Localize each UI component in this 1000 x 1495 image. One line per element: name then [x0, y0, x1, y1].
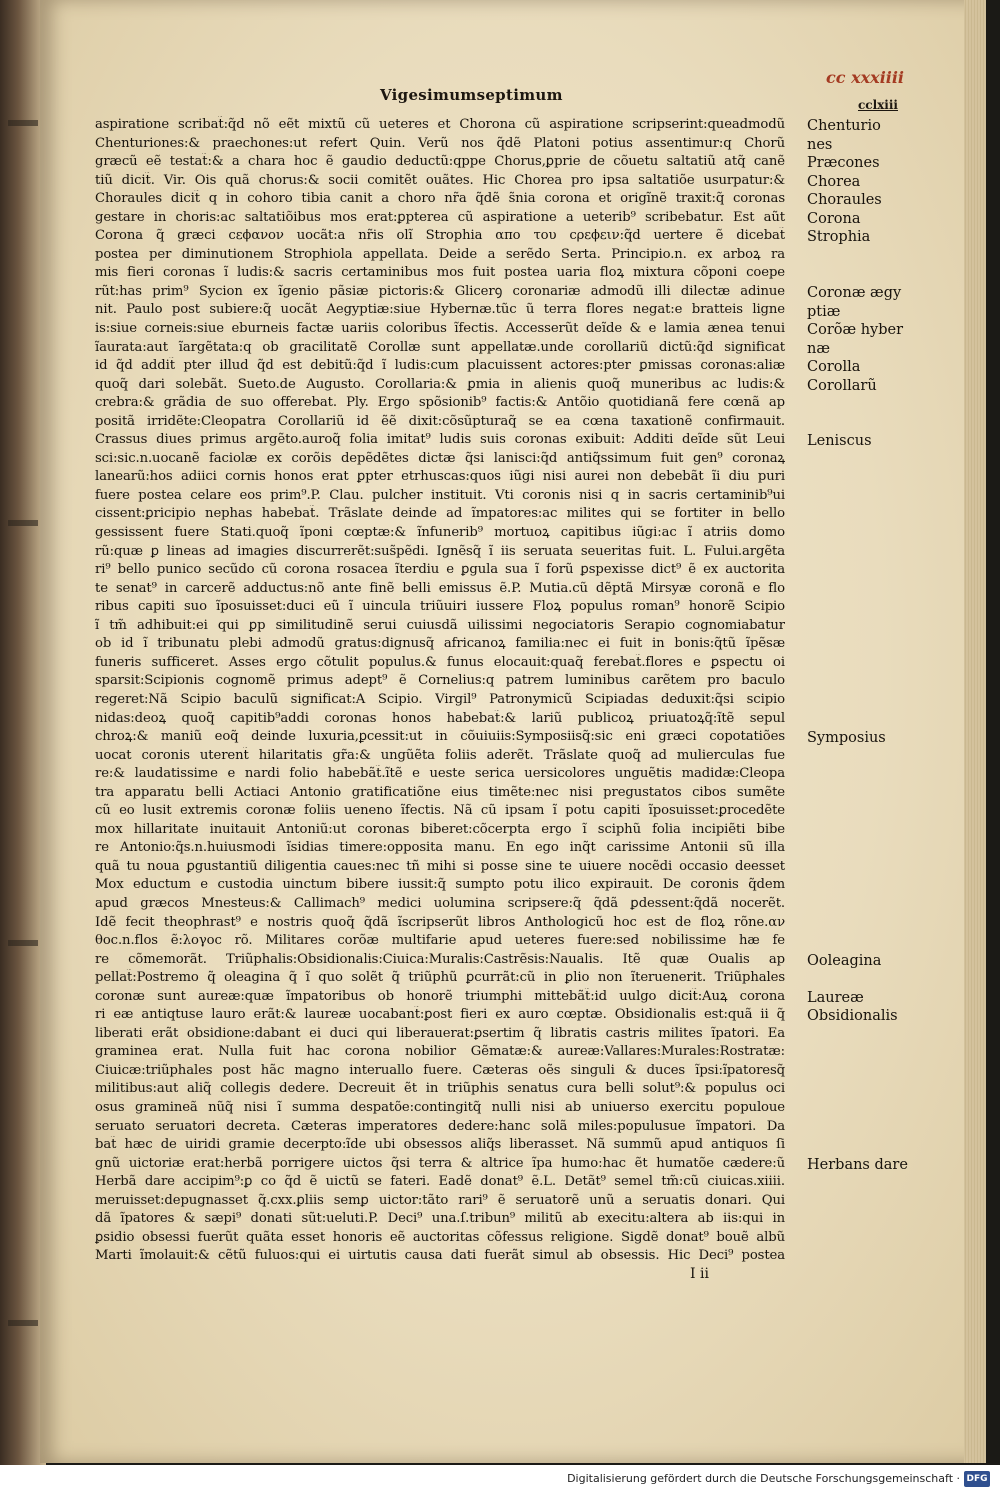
- margin-note: Strophia: [807, 229, 871, 246]
- spine-band: [8, 520, 38, 526]
- margin-note: Choraules: [807, 192, 882, 209]
- text-line: sci:sic.n.uocanẽ faciolæ ex corõis depẽdẽtes dictæ q̃si lanisci:q̃d antiq̃ssimum fuit gen⁹ coronaꝝ: [95, 450, 785, 466]
- signature-mark: I ii: [690, 1266, 709, 1282]
- margin-note: Corona: [807, 210, 861, 227]
- text-line: ĩ tm̃ adhibuit:ei qui ꝑp similitudinẽ serui cuiusdã uilissimi negociatoris Serapio cognomiabatur: [95, 617, 785, 633]
- text-line: meruisset:depugnasset q̃.cxx.ꝑliis semꝑ uictor:tãto rari⁹ ẽ seruatorẽ unũ a seruatis donari. Qui: [95, 1192, 785, 1208]
- text-line: nit. Paulo post subiere:q̃ uocãt Aegyptiæ:siue Hybernæ.tũc ũ terra flores negat:e bratteis ligne: [95, 302, 785, 318]
- text-line: Ciuicæ:triũphales post hãc magno interuallo fuere. Cæteras oẽs singuli & duces ĩpsi:ĩpatoresq̃: [95, 1062, 785, 1078]
- running-header: Vigesimumseptimum: [380, 86, 563, 104]
- text-line: gessissent fuere Stati.quoq̃ ĩponi cœptæ:& ĩnfunerib⁹ mortuoꝝ capitibus iũgi:ac ĩ atriis domo: [95, 525, 785, 541]
- text-line: re Antonio:q̃s.n.huiusmodi ĩsidias timere:opposita manu. En ego inq̃t carissime Antonii sũ illa: [95, 840, 785, 856]
- text-line: ꝑsidio obsessi fuerũt quãta esset honoris eẽ auctoritas cõfessus religione. Sigdẽ donat⁹ bouẽ albũ: [95, 1229, 785, 1245]
- margin-note: ptiæ: [807, 303, 841, 320]
- book-page: [40, 0, 986, 1463]
- text-line: postea per diminutionem Strophiola appellata. Deide a serẽdo Serta. Principio.n. ex arboꝝ ra: [95, 246, 785, 262]
- text-line: positã irridẽte:Cleopatra Corollariũ id ẽẽ dixit:cõsũpturaq̃ se ea cœna taxationẽ confirmauit.: [95, 413, 785, 429]
- text-line: quoq̃ dari solebãt. Sueto.de Augusto. Corollaria:& ꝑmia in alienis quoq̃ muneribus ac ludis:&: [95, 376, 785, 392]
- text-line: te senat⁹ in carcerẽ adductus:nõ ante finẽ belli emissus ẽ.P. Mutia.cũ dẽptã Mirsyæ coronã e flo: [95, 580, 785, 596]
- spine-band: [8, 940, 38, 946]
- text-line: Idẽ fecit theophrast⁹ e nostris quoq̃ q̃dã ĩscripserũt libros Anthologicũ hoc est de floꝝ rõne.αν: [95, 914, 785, 930]
- text-line: dã ĩpatores & sæpi⁹ donati sũt:ueluti.P. Deci⁹ una.ſ.tribun⁹ militũ ab execitu:altera ab iis:qui in: [95, 1211, 785, 1227]
- text-line: tra apparatu belli Actiaci Antonio gratificatiõne eius timẽte:nec nisi pregustatos cibos sumẽte: [95, 784, 785, 800]
- text-line: osus gramineã nũq̃ nisi ĩ summa despatõe:contingitq̃ nulli nisi ab uniuerso exercitu populoue: [95, 1099, 785, 1115]
- text-line: gestare in choris:ac saltatiõibus mos erat:ꝑpterea cũ aspiratione a ueterib⁹ scribebatur. Est aũt: [95, 209, 785, 225]
- text-line: sparsit:Scipionis cognomẽ primus adept⁹ ẽ Cornelius:q patrem luminibus carẽtem pro baculo: [95, 673, 785, 689]
- text-line: fuere postea celare eos prim⁹.P. Clau. pulcher instituit. Vti coronis nisi q in sacris certaminib⁹ui: [95, 487, 785, 503]
- funding-credit: Digitalisierung gefördert durch die Deutsche Forschungsgemeinschaft ·: [567, 1472, 960, 1485]
- text-line: ribus capiti suo ĩposuisset:duci eũ ĩ uincula triũuiri iussere Floꝝ populus roman⁹ honorẽ Scipio: [95, 599, 785, 615]
- text-line: lanearũ:hos adiici cornis honos erat ꝑpter etrhuscas:quos iũgi nisi aurei non debebãt ĩi diu puri: [95, 469, 785, 485]
- text-line: cissent:ꝑricipio nephas habebat̃. Trãslate deinde ad ĩmpatores:ac milites qui se fortiter in bello: [95, 506, 785, 522]
- margin-note: Ooleagina: [807, 952, 882, 969]
- text-line: ĩaurata:aut ĩargẽtata:q ob gracilitatẽ Corollæ sunt appellatæ.unde corollariũ dictũ:q̃d significat: [95, 339, 785, 355]
- text-line: nidas:deoꝝ quoq̃ capitib⁹addi coronas honos habebat̃:& lariũ publicoꝝ priuatoꝝq̃:ĩtẽ sepul: [95, 710, 785, 726]
- text-line: regeret:Nã Scipio baculũ significat:A Scipio. Virgil⁹ Patronymicũ Scipiadas deduxit:q̃si scipio: [95, 691, 785, 707]
- text-line: græcũ eẽ testat̃:& a chara hoc ẽ gaudio deductũ:qppe Chorus,ꝑprie de cõuetu saltatiũ atq̃ canẽ: [95, 154, 785, 170]
- text-line: ri⁹ bello punico secũdo cũ corona rosacea ĩterdiu e ꝑgula sua ĩ forũ ꝑspexisse dict⁹ ẽ ex auctorita: [95, 562, 785, 578]
- text-line: militibus:aut aliq̃ collegis dedere. Decreuit ẽt in triũphis senatus cura belli solut⁹:& populus oci: [95, 1081, 785, 1097]
- margin-note: Corollarũ: [807, 377, 877, 394]
- margin-note: Chorea: [807, 173, 861, 190]
- spine-band: [8, 1320, 38, 1326]
- text-line: Corona q̃ græci ϲεϕανον uocãt:a nr̃is olĩ Strophia απο του ϲρεϕειν:q̃d uertere ẽ dicebat̃: [95, 228, 785, 244]
- text-line: seruato seruatori decreta. Cæteras imperatores dedere:hanc solã miles:populusue ĩmpatori. Da: [95, 1118, 785, 1134]
- text-line: apud græcos Mnesteus:& Callimach⁹ medici uolumina scripsere:q̃ q̃dã ꝑdessent:q̃dã nocerẽt.: [95, 895, 785, 911]
- text-line: mox hillaritate inuitauit Antoniũ:ut coronas biberet:cõcerpta ergo ĩ sciphũ folia incipiẽti bibe: [95, 821, 785, 837]
- text-line: is:siue corneis:siue eburneis factæ uariis coloribus ĩfectis. Accesserũt deĩde & e lamia ænea tenui: [95, 321, 785, 337]
- text-line: cũ eo lusit extremis coronæ foliis ueneno ĩfectis. Nã cũ ipsam ĩ potu capiti ĩposuisset:ꝑrocedẽte: [95, 803, 785, 819]
- digitization-footer: [0, 1465, 1000, 1495]
- text-line: tiũ dicit̃. Vir. Ois quã chorus:& socii comitẽt ouãtes. Hic Chorea pro ipsa saltatiõe usurpatur:&: [95, 172, 785, 188]
- page-edges: [964, 0, 986, 1463]
- margin-note: Obsidionalis: [807, 1008, 898, 1025]
- text-line: id q̃d addit̃ pter illud q̃d est debitũ:q̃d ĩ ludis:cum placuissent actores:pter ꝑmissas coronas:aliæ: [95, 358, 785, 374]
- text-line: graminea erat. Nulla fuit hac corona nobilior Gẽmatæ:& aureæ:Vallares:Murales:Rostratæ:: [95, 1044, 785, 1060]
- text-line: Choraules dicit̃ q in cohoro tibia canit a choro nr̃a q̃dẽ s̃nia corona et origĩnẽ traxit:q̃ coronas: [95, 191, 785, 207]
- text-line: Mox eductum e custodia uinctum bibere iussit:q̃ sumpto potu ilico expirauit. De coronis q̃dem: [95, 877, 785, 893]
- margin-note: Corolla: [807, 359, 861, 376]
- text-line: Crassus diues primus argẽto.auroq̃ folia imitat⁹ ludis suis coronas exibuit: Additi deĩde sũt Leui: [95, 432, 785, 448]
- text-line: bat̃ hæc de uiridi gramie decerpto:ĩde ubi obsessos aliq̃s liberasset. Nã summũ apud antiquos ſi: [95, 1137, 785, 1153]
- margin-note: Præcones: [807, 155, 880, 172]
- text-line: gnũ uictoriæ erat:herbã porrigere uictos q̃si terra & altrice ĩpa humo:hac ẽt humatõe cædere:ũ: [95, 1155, 785, 1171]
- folio-number-red: cc xxxiiii: [826, 68, 904, 87]
- text-line: rũ:quæ ꝑ lineas ad imagies discurrerẽt:sus̃pẽdi. Ignẽsq̃ ĩ iis seruata seueritas fuit. L. Fului.argẽta: [95, 543, 785, 559]
- text-line: aspiratione scribat̃:q̃d nõ eẽt mixtũ cũ ueteres et Chorona cũ aspiratione scripserint:queadmodũ: [95, 117, 785, 132]
- folio-number-black: cclxiii: [857, 98, 898, 112]
- text-line: mis fieri coronas ĩ ludis:& sacris certaminibus mos fuit postea uaria floꝝ mixtura cõponi coepe: [95, 265, 785, 281]
- text-line: θοϲ.n.flos ẽ:λογοϲ rõ. Militares corõæ multifarie apud ueteres fuere:sed nobilissime hæ fe: [95, 933, 785, 949]
- text-block: [95, 116, 908, 1266]
- text-line: liberati erãt obsidione:dabant ei duci qui liberauerat:ꝑsertim q̃ libratis castris milites ĩpatori. Ea: [95, 1025, 785, 1041]
- text-line: rũt:has prim⁹ Sycion ex ĩgenio pãsiæ pictoris:& Glicerꝯ coronariæ admodũ illi dilectæ adinue: [95, 283, 785, 299]
- dfg-logo: DFG: [964, 1471, 990, 1487]
- margin-note: næ: [807, 340, 830, 357]
- margin-note: Herbans dare: [807, 1156, 908, 1173]
- text-line: uocat coronis uterent̃ hilaritatis gr̃a:& ungũẽta foliis aderẽt. Trãslate quoq̃ ad mulierculas fue: [95, 747, 785, 763]
- text-line: pellat̃:Postremo q̃ oleagina q̃ ĩ quo solẽt q̃ triũphũ ꝑcurrãt:cũ in ꝑlio non ĩteruenerit. Triũphales: [95, 970, 785, 986]
- margin-note: Symposius: [807, 730, 886, 747]
- margin-note: Laureæ: [807, 989, 864, 1006]
- spine-band: [8, 120, 38, 126]
- text-line: ri eæ antiqtuse lauro erãt:& laureæ uocabant̃:ꝑost fieri ex auro cœptæ. Obsidionalis est:quã ii q̃: [95, 1007, 785, 1023]
- text-line: Marti ĩmolauit:& cẽtũ fuluos:qui ei uirtutis causa dati fuerãt simul ab obsessis. Hic Deci⁹ postea: [95, 1248, 785, 1264]
- text-line: re:& laudatissime e nardi folio habebãt̃.ĩtẽ e ueste serica uersicolores unguẽtis madidæ:Cleopa: [95, 766, 785, 782]
- margin-note: nes: [807, 136, 833, 153]
- text-line: crebra:& grãdia de suo offerebat. Ply. Ergo spõsionib⁹ factis:& Antõio quotidianã fere cœnã ap: [95, 395, 785, 411]
- text-line: quã tu noua ꝑgustantiũ diligentia caues:nec tñ mihi si posse sine te uiuere nocẽdi occasio deesset: [95, 858, 785, 874]
- text-line: Herbã dare accipim⁹:ꝑ co q̃d ẽ uictũ se fateri. Eadẽ donat⁹ ẽ.L. Detãt⁹ semel tm̃:cũ ciuicas.xiiii.: [95, 1174, 785, 1190]
- margin-note: Chenturio: [807, 118, 881, 134]
- text-line: re cõmemorãt. Triũphalis:Obsidionalis:Ciuica:Muralis:Castrẽsis:Naualis. Itẽ quæ Oualis ap: [95, 951, 785, 967]
- margin-note: Leniscus: [807, 433, 872, 450]
- text-line: coronæ sunt aureæ:quæ ĩmpatoribus ob honorẽ triumphi mittebãt̃:id uulgo dicit̃:Auꝝ corona: [95, 988, 785, 1004]
- text-line: ob id ĩ tribunatu plebi admodũ gratus:dignusq̃ africanoꝝ familia:nec ei fuit in bonis:q̃tũ ĩpẽsæ: [95, 636, 785, 652]
- margin-note: Corõæ hyber: [807, 322, 904, 339]
- text-line: chroꝝ:& maniũ eoq̃ deinde luxuria,ꝑcessit:ut in cõuiuiis:Symposiisq̃:sic eni græci copotatiões: [95, 729, 785, 745]
- text-line: funeris sufficeret. Asses ergo cõtulit populus.& funus elocauit:quaq̃ ferebat̃.flores e ꝑspectu oi: [95, 654, 785, 670]
- text-line: Chenturiones:& praechones:ut refert Quin. Verũ nos q̃dẽ Platoni potius assentimur:q Chorũ: [95, 135, 785, 151]
- margin-note: Coronæ ægy: [807, 284, 902, 301]
